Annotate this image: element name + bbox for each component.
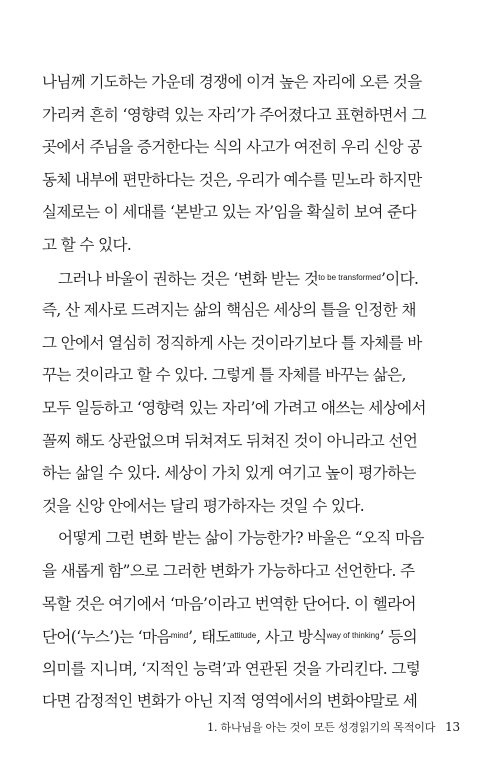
text-segment: ’ 등의 — [379, 628, 417, 647]
text-line — [42, 359, 458, 392]
body-text — [42, 66, 458, 718]
text-segment: 꾸는 것이라고 할 수 있다. 그렇게 틀 자체를 바꾸는 삶은, — [42, 366, 406, 385]
text-line — [42, 66, 458, 99]
text-segment: 그러나 바울이 권하는 것은 ‘변화 받는 것 — [58, 269, 319, 288]
text-line — [42, 327, 458, 360]
text-segment: 고 할 수 있다. — [42, 235, 132, 254]
text-segment: 즉, 산 제사로 드려지는 삶의 핵심은 세상의 틀을 인정한 채 — [42, 301, 416, 320]
text-segment: 다면 감정적인 변화가 아닌 지적 영역에서의 변화야말로 세 — [42, 692, 418, 711]
text-segment: 목할 것은 여기에서 ‘마음’이라고 번역한 단어다. 이 헬라어 — [42, 594, 416, 613]
text-line — [42, 588, 458, 621]
text-segment: 가리켜 흔히 ‘영향력 있는 자리’가 주어졌다고 표현하면서 그 — [42, 105, 426, 124]
page-number: 13 — [445, 720, 460, 734]
text-segment: 꼴찌 해도 상관없으며 뒤쳐져도 뒤쳐진 것이 아니라고 선언 — [42, 431, 418, 450]
text-segment: 을 새롭게 함”으로 그러한 변화가 가능하다고 선언한다. 주 — [42, 561, 415, 580]
text-segment: 것을 신앙 안에서는 달리 평가하자는 것일 수 있다. — [42, 496, 365, 515]
text-segment: 의미를 지니며, ‘지적인 능력’과 연관된 것을 가리킨다. 그렇 — [42, 659, 421, 678]
paragraph — [42, 522, 458, 718]
text-line — [42, 229, 458, 262]
text-segment: , 사고 방식 — [256, 628, 327, 647]
english-gloss: way of thinking — [326, 631, 380, 641]
text-line — [42, 131, 458, 164]
text-segment: 어떻게 그런 변화 받는 삶이 가능한가? 바울은 “오직 마음 — [58, 529, 424, 548]
text-line — [42, 555, 458, 588]
english-gloss: to be transformed — [318, 272, 381, 282]
paragraph — [42, 262, 458, 523]
text-line — [42, 490, 458, 523]
running-footer — [207, 719, 460, 735]
text-segment: 나님께 기도하는 가운데 경쟁에 이겨 높은 자리에 오른 것을 — [42, 73, 422, 91]
text-segment: 하는 삶일 수 있다. 세상이 가치 있게 여기고 높이 평가하는 — [42, 464, 416, 483]
text-line — [42, 653, 458, 686]
text-line — [42, 685, 458, 718]
text-line — [42, 164, 458, 197]
english-gloss: mind — [170, 631, 189, 641]
text-segment: 그 안에서 열심히 정직하게 사는 것이라기보다 틀 자체를 바 — [42, 333, 422, 352]
text-segment: 단어(‘누스’)는 ‘마음 — [42, 628, 171, 647]
text-segment: 실제로는 이 세대를 ‘본받고 있는 자’임을 확실히 보여 준다 — [42, 203, 416, 222]
text-line — [42, 425, 458, 458]
text-segment: 모두 일등하고 ‘영향력 있는 자리’에 가려고 애쓰는 세상에서 — [42, 398, 426, 417]
english-gloss: attitude — [229, 631, 257, 641]
text-line — [42, 294, 458, 327]
chapter-title: 1. 하나님을 아는 것이 모든 성경읽기의 목적이다 — [207, 721, 436, 734]
text-line — [42, 457, 458, 490]
text-line — [42, 99, 458, 132]
text-line — [42, 620, 458, 653]
text-segment: ’, 태도 — [188, 628, 230, 647]
text-segment: 동체 내부에 편만하다는 것은, 우리가 예수를 믿노라 하지만 — [42, 170, 422, 189]
text-segment: 곳에서 주님을 증거한다는 식의 사고가 여전히 우리 신앙 공 — [42, 138, 422, 157]
text-segment: ’이다. — [380, 269, 419, 288]
text-line — [42, 262, 458, 295]
text-line — [42, 522, 458, 555]
text-line — [42, 196, 458, 229]
text-line — [42, 392, 458, 425]
paragraph — [42, 66, 458, 262]
